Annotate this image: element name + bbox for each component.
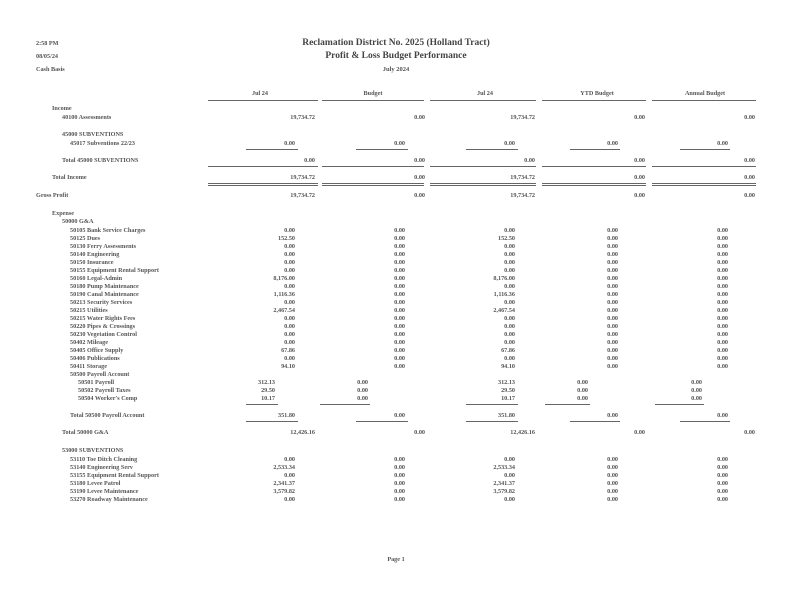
table-row: [0, 496, 792, 504]
row-value: 0.00: [504, 355, 515, 362]
row-label: 50215 Utilities: [70, 307, 108, 314]
underline: [466, 149, 518, 150]
row-value: 0.00: [284, 323, 295, 330]
row-value: 0.00: [394, 251, 405, 258]
row-value: 0.00: [284, 331, 295, 338]
row-value: 0.00: [284, 472, 295, 479]
row-value: 0.00: [717, 496, 728, 503]
row-label: Gross Profit: [36, 192, 69, 199]
row-value: 0.00: [717, 464, 728, 471]
row-label: 53110 Toe Ditch Cleaning: [70, 456, 138, 463]
row-value: 0.00: [607, 291, 618, 298]
row-value: 0.00: [284, 456, 295, 463]
row-value: 0.00: [607, 259, 618, 266]
row-value: 0.00: [717, 299, 728, 306]
row-value: 94.10: [501, 363, 515, 370]
row-value: 0.00: [717, 283, 728, 290]
row-value: 0.00: [414, 174, 425, 181]
row-value: 2,341.37: [493, 480, 515, 487]
row-value: 0.00: [394, 259, 405, 266]
row-value: 0.00: [607, 140, 618, 147]
row-value: 0.00: [394, 363, 405, 370]
row-label: 53180 Levee Patrol: [70, 480, 121, 487]
table-row: [0, 210, 792, 218]
row-value: 0.00: [607, 267, 618, 274]
row-value: 152.50: [497, 235, 515, 242]
row-value: 0.00: [717, 363, 728, 370]
row-value: 0.00: [717, 251, 728, 258]
row-value: 0.00: [717, 315, 728, 322]
row-value: 8,176.00: [273, 275, 295, 282]
underline: [570, 421, 620, 422]
row-value: 0.00: [717, 307, 728, 314]
row-value: 0.00: [394, 488, 405, 495]
row-value: 0.00: [394, 315, 405, 322]
row-label: 50220 Pipes & Crossings: [70, 323, 136, 330]
row-value: 0.00: [607, 412, 618, 419]
row-value: 0.00: [504, 299, 515, 306]
row-label: 45017 Subventions 22/23: [70, 140, 135, 147]
row-value: 0.00: [607, 472, 618, 479]
row-value: 152.50: [277, 235, 295, 242]
row-value: 0.00: [607, 488, 618, 495]
row-value: 0.00: [394, 496, 405, 503]
row-value: 0.00: [744, 157, 755, 164]
row-value: 0.00: [717, 339, 728, 346]
row-label: 50180 Pump Maintenance: [70, 283, 139, 290]
row-value: 0.00: [607, 315, 618, 322]
row-value: 0.00: [717, 140, 728, 147]
row-value: 0.00: [691, 379, 702, 386]
table-row: [0, 363, 792, 371]
table-row: [0, 464, 792, 472]
row-value: 0.00: [504, 251, 515, 258]
row-value: 0.00: [284, 259, 295, 266]
report-title: Profit & Loss Budget Performance: [325, 51, 467, 61]
row-label: 50504 Worker's Comp: [78, 395, 138, 402]
table-row: [0, 259, 792, 267]
row-value: 0.00: [577, 395, 588, 402]
row-label: Total 50000 G&A: [62, 429, 109, 436]
row-value: 2,467.54: [493, 307, 515, 314]
row-value: 19,734.72: [510, 174, 535, 181]
row-value: 19,734.72: [290, 174, 315, 181]
table-row: [0, 323, 792, 331]
row-label: 50402 Mileage: [70, 339, 108, 346]
table-row: [0, 174, 792, 182]
row-value: 0.00: [717, 227, 728, 234]
row-value: 3,579.82: [273, 488, 295, 495]
row-value: 2,467.54: [273, 307, 295, 314]
row-value: 0.00: [717, 267, 728, 274]
row-value: 0.00: [717, 488, 728, 495]
row-value: 29.50: [261, 387, 275, 394]
row-label: Total Income: [52, 174, 87, 181]
column-header-jul24: Jul 24: [252, 90, 268, 97]
underline: [570, 149, 620, 150]
row-value: 0.00: [394, 355, 405, 362]
row-value: 0.00: [504, 339, 515, 346]
row-value: 0.00: [504, 323, 515, 330]
row-label: 50215 Water Rights Fees: [70, 315, 136, 322]
table-row: [0, 140, 792, 148]
row-value: 0.00: [607, 275, 618, 282]
table-row: [0, 291, 792, 299]
table-row: [0, 114, 792, 122]
row-value: 19,734.72: [290, 192, 315, 199]
row-label: 53270 Roadway Maintenance: [70, 496, 148, 503]
row-value: 67.86: [281, 347, 295, 354]
row-value: 0.00: [717, 323, 728, 330]
row-value: 0.00: [634, 157, 645, 164]
row-label: 50405 Office Supply: [70, 347, 124, 354]
row-value: 0.00: [394, 267, 405, 274]
table-row: [0, 379, 792, 387]
header-rule: [430, 100, 536, 101]
page-number: Page 1: [387, 556, 405, 563]
row-value: 1,116.36: [273, 291, 295, 298]
row-value: 0.00: [504, 315, 515, 322]
row-value: 0.00: [304, 157, 315, 164]
underline: [322, 166, 424, 167]
row-value: 0.00: [717, 291, 728, 298]
row-value: 0.00: [394, 323, 405, 330]
row-value: 0.00: [284, 227, 295, 234]
row-label: 53155 Equipment Rental Support: [70, 472, 159, 479]
row-value: 0.00: [607, 480, 618, 487]
row-value: 0.00: [577, 379, 588, 386]
row-label: 40100 Assessments: [62, 114, 112, 121]
row-value: 0.00: [394, 472, 405, 479]
report-date: 08/05/24: [36, 53, 59, 60]
row-value: 67.86: [501, 347, 515, 354]
double-underline: [430, 183, 536, 186]
row-value: 2,341.37: [273, 480, 295, 487]
column-header-budget: Budget: [363, 90, 383, 97]
table-row: [0, 307, 792, 315]
row-value: 3,579.82: [493, 488, 515, 495]
row-value: 0.00: [284, 355, 295, 362]
row-value: 0.00: [504, 227, 515, 234]
row-value: 0.00: [607, 243, 618, 250]
row-value: 0.00: [394, 464, 405, 471]
row-label: Expense: [52, 210, 75, 217]
row-value: 0.00: [284, 267, 295, 274]
table-row: [0, 275, 792, 283]
row-value: 2,533.34: [493, 464, 515, 471]
row-value: 0.00: [394, 283, 405, 290]
report-time: 2:58 PM: [36, 40, 59, 47]
underline: [246, 149, 298, 150]
row-value: 12,426.16: [510, 429, 535, 436]
row-value: 0.00: [394, 307, 405, 314]
table-row: [0, 472, 792, 480]
row-value: 0.00: [284, 140, 295, 147]
table-row: [0, 105, 792, 113]
row-value: 0.00: [607, 331, 618, 338]
underline: [680, 149, 730, 150]
row-value: 94.10: [281, 363, 295, 370]
row-label: 53140 Engineering Serv: [70, 464, 133, 471]
underline: [246, 421, 298, 422]
row-value: 0.00: [504, 456, 515, 463]
row-label: 45000 SUBVENTIONS: [62, 131, 124, 138]
row-label: 53190 Levee Maintenance: [70, 488, 139, 495]
table-row: [0, 339, 792, 347]
table-row: [0, 315, 792, 323]
row-label: Total 45000 SUBVENTIONS: [62, 157, 139, 164]
table-row: [0, 395, 792, 403]
row-value: 312.13: [497, 379, 515, 386]
row-value: 0.00: [607, 464, 618, 471]
row-value: 0.00: [284, 299, 295, 306]
row-value: 0.00: [414, 192, 425, 199]
row-value: 0.00: [634, 192, 645, 199]
row-label: 50500 Payroll Account: [70, 371, 130, 378]
row-label: 50130 Ferry Assessments: [70, 243, 136, 250]
row-value: 0.00: [394, 456, 405, 463]
row-label: 50140 Engineering: [70, 251, 120, 258]
header-rule: [208, 100, 318, 101]
report-period: July 2024: [382, 66, 410, 73]
underline: [542, 166, 646, 167]
column-header-ytd-budget: YTD Budget: [580, 90, 614, 97]
row-value: 19,734.72: [510, 192, 535, 199]
underline: [356, 149, 408, 150]
row-value: 0.00: [607, 323, 618, 330]
row-value: 0.00: [717, 243, 728, 250]
row-value: 12,426.16: [290, 429, 315, 436]
table-row: [0, 412, 792, 420]
row-value: 0.00: [357, 387, 368, 394]
row-value: 19,734.72: [510, 114, 535, 121]
table-row: [0, 267, 792, 275]
table-row: [0, 355, 792, 363]
row-value: 0.00: [607, 235, 618, 242]
row-value: 0.00: [717, 259, 728, 266]
row-value: 0.00: [607, 496, 618, 503]
row-value: 0.00: [504, 243, 515, 250]
row-value: 0.00: [691, 395, 702, 402]
table-row: [0, 131, 792, 139]
table-row: [0, 347, 792, 355]
header-rule: [542, 100, 646, 101]
double-underline: [322, 183, 424, 186]
row-label: 50160 Legal-Admin: [70, 275, 123, 282]
row-value: 0.00: [607, 355, 618, 362]
row-value: 0.00: [504, 472, 515, 479]
row-value: 0.00: [607, 363, 618, 370]
row-value: 0.00: [414, 114, 425, 121]
header-rule: [652, 100, 756, 101]
row-value: 0.00: [394, 347, 405, 354]
row-value: 0.00: [717, 235, 728, 242]
row-value: 0.00: [394, 235, 405, 242]
row-value: 29.50: [501, 387, 515, 394]
row-value: 0.00: [504, 259, 515, 266]
row-value: 19,734.72: [290, 114, 315, 121]
underline: [466, 421, 518, 422]
row-value: 0.00: [744, 429, 755, 436]
row-value: 0.00: [717, 331, 728, 338]
row-value: 0.00: [524, 157, 535, 164]
underline: [208, 166, 318, 167]
row-value: 0.00: [284, 283, 295, 290]
row-label: Total 50500 Payroll Account: [70, 412, 145, 419]
row-label: 50213 Security Services: [70, 299, 133, 306]
row-value: 0.00: [394, 339, 405, 346]
row-value: 0.00: [394, 243, 405, 250]
row-value: 2,533.34: [273, 464, 295, 471]
row-value: 0.00: [607, 456, 618, 463]
row-value: 0.00: [394, 227, 405, 234]
row-value: 0.00: [577, 387, 588, 394]
table-row: [0, 299, 792, 307]
underline: [466, 404, 518, 405]
table-row: [0, 243, 792, 251]
underline: [680, 421, 730, 422]
row-label: 50190 Canal Maintenance: [70, 291, 139, 298]
row-value: 1,116.36: [493, 291, 515, 298]
row-value: 0.00: [284, 315, 295, 322]
underline: [545, 404, 590, 405]
row-value: 0.00: [414, 157, 425, 164]
column-header-annual-budget: Annual Budget: [684, 90, 726, 97]
row-value: 0.00: [504, 283, 515, 290]
row-value: 0.00: [717, 412, 728, 419]
row-value: 0.00: [394, 299, 405, 306]
row-value: 0.00: [394, 291, 405, 298]
row-label: 50000 G&A: [62, 218, 94, 225]
underline: [320, 404, 370, 405]
table-row: [0, 227, 792, 235]
row-value: 0.00: [284, 243, 295, 250]
row-value: 0.00: [717, 355, 728, 362]
table-row: [0, 456, 792, 464]
row-value: 10.17: [261, 395, 275, 402]
row-value: 0.00: [634, 429, 645, 436]
row-label: 50501 Payroll: [78, 379, 115, 386]
row-value: 0.00: [357, 395, 368, 402]
double-underline: [208, 183, 318, 186]
underline: [655, 404, 704, 405]
row-value: 0.00: [394, 275, 405, 282]
row-label: 50150 Insurance: [70, 259, 114, 266]
row-value: 0.00: [717, 275, 728, 282]
row-label: 53000 SUBVENTIONS: [62, 447, 124, 454]
row-value: 0.00: [634, 174, 645, 181]
row-value: 0.00: [717, 456, 728, 463]
row-value: 0.00: [607, 339, 618, 346]
table-row: [0, 447, 792, 455]
row-value: 0.00: [504, 331, 515, 338]
row-value: 0.00: [744, 174, 755, 181]
row-value: 0.00: [634, 114, 645, 121]
row-value: 0.00: [504, 496, 515, 503]
row-value: 0.00: [717, 347, 728, 354]
row-value: 0.00: [717, 472, 728, 479]
row-value: 0.00: [607, 347, 618, 354]
header-rule: [322, 100, 424, 101]
row-label: 50105 Bank Service Charges: [70, 227, 146, 234]
row-value: 0.00: [717, 480, 728, 487]
row-value: 0.00: [744, 192, 755, 199]
underline: [246, 404, 278, 405]
table-row: [0, 488, 792, 496]
double-underline: [542, 183, 646, 186]
double-underline: [652, 183, 756, 186]
table-row: [0, 371, 792, 379]
row-value: 351.80: [277, 412, 295, 419]
row-value: 0.00: [607, 299, 618, 306]
row-value: 0.00: [414, 429, 425, 436]
table-row: [0, 192, 792, 200]
row-value: 0.00: [394, 480, 405, 487]
row-value: 0.00: [284, 496, 295, 503]
row-label: 50502 Payroll Taxes: [78, 387, 131, 394]
table-row: [0, 331, 792, 339]
row-value: 0.00: [691, 387, 702, 394]
row-value: 10.17: [501, 395, 515, 402]
row-label: 50406 Publications: [70, 355, 120, 362]
table-row: [0, 480, 792, 488]
row-value: 0.00: [394, 412, 405, 419]
report-basis: Cash Basis: [36, 66, 65, 73]
organization-name: Reclamation District No. 2025 (Holland Tract): [302, 38, 490, 48]
table-row: [0, 157, 792, 165]
column-header-jul24-ytd: Jul 24: [477, 90, 493, 97]
row-value: 0.00: [607, 227, 618, 234]
row-label: 50411 Storage: [70, 363, 107, 370]
table-row: [0, 387, 792, 395]
underline: [652, 166, 756, 167]
row-value: 351.80: [497, 412, 515, 419]
row-value: 0.00: [504, 140, 515, 147]
row-label: 50155 Equipment Rental Support: [70, 267, 159, 274]
table-row: [0, 251, 792, 259]
row-label: 50230 Vegetation Control: [70, 331, 137, 338]
row-value: 8,176.00: [493, 275, 515, 282]
row-label: 50125 Dues: [70, 235, 101, 242]
table-row: [0, 235, 792, 243]
row-value: 0.00: [284, 339, 295, 346]
row-label: Income: [52, 105, 72, 112]
row-value: 0.00: [504, 267, 515, 274]
row-value: 0.00: [394, 140, 405, 147]
table-row: [0, 218, 792, 226]
table-row: [0, 283, 792, 291]
row-value: 0.00: [607, 307, 618, 314]
row-value: 0.00: [607, 251, 618, 258]
underline: [356, 421, 408, 422]
row-value: 0.00: [744, 114, 755, 121]
row-value: 0.00: [607, 283, 618, 290]
row-value: 0.00: [284, 251, 295, 258]
row-value: 0.00: [357, 379, 368, 386]
row-value: 312.13: [257, 379, 275, 386]
underline: [430, 166, 536, 167]
table-row: [0, 429, 792, 437]
row-value: 0.00: [394, 331, 405, 338]
